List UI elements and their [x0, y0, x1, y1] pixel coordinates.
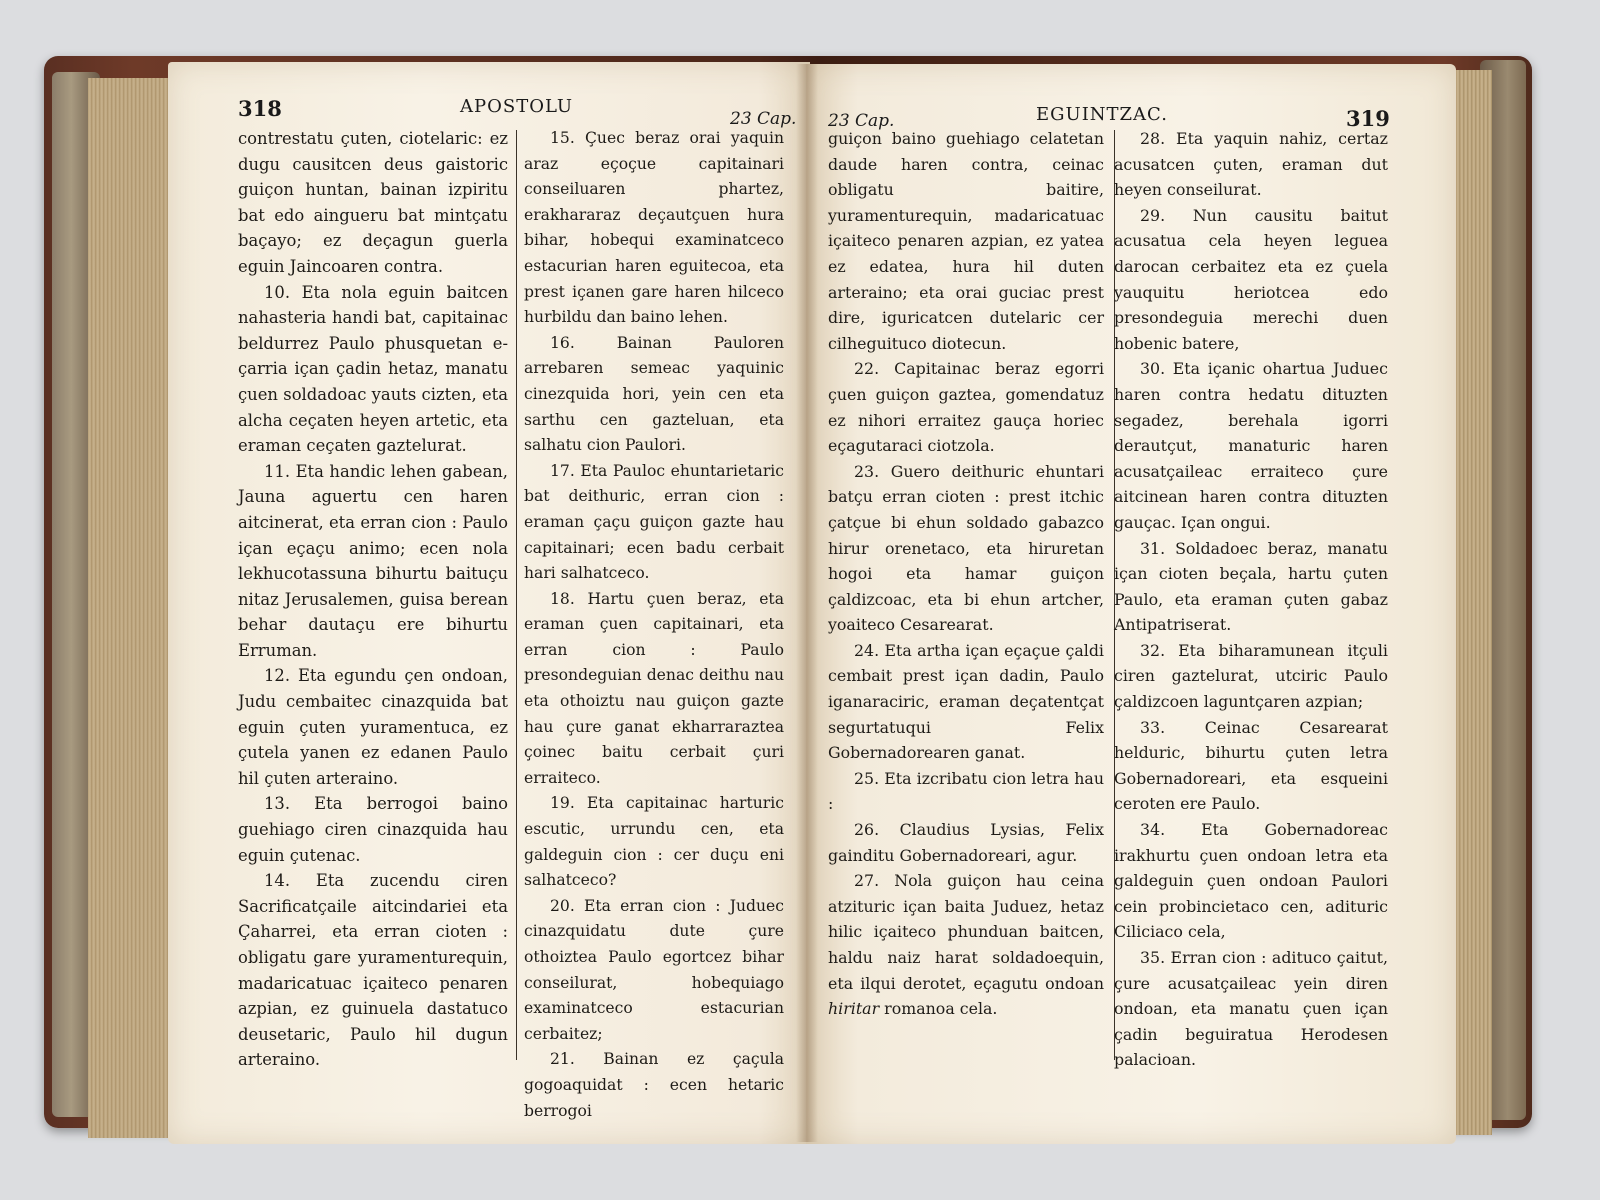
verse-paragraph: 12. Eta egundu çen ondoan, Judu cembaitec cinazquida bat eguin çuten yuramentuca, ez çutela yanen ez edanen Paulo hil çuten arteraino.	[238, 666, 508, 788]
verse-paragraph: 22. Capitainac beraz egorri çuen guiçon gaztea, gomendatuz ez nihori erraitez gauça horiec eçagutaraci ciotzola.	[828, 359, 1104, 456]
left-chapter-ref: 23 Cap.	[730, 109, 797, 129]
verse-paragraph: 17. Eta Pauloc ehuntarietaric bat deithuric, erran cion : eraman çaçu guiçon gazte hau capitainari; ecen badu cerbait hari salhatceco.	[524, 461, 784, 583]
left-running-title: APOSTOLU	[460, 96, 574, 117]
verse-paragraph: 28. Eta yaquin nahiz, certaz acusatcen çuten, eraman dut heyen conseilurat.	[1114, 129, 1388, 200]
verse-paragraph: guiçon baino guehiago celatetan daude haren contra, ceinac obligatu baitire, yuramenturequin, madaricatuac içaiteco penaren azpian, ez yatea ez edatea, hura hil duten arteraino; eta orai guciac prest dire, iguricatcen dutelaric cer cilheguituco diotecun.	[828, 129, 1104, 353]
left-page-column-2	[524, 126, 784, 1124]
verse-paragraph: 23. Guero deithuric ehuntari batçu erran cioten : prest itchic çatçue bi ehun soldado gabazco hirur orenetaco, eta hiruretan hogoi eta hamar guiçon çaldizcoac, eta bi ehun artcher, yoaiteco Cesarearat.	[828, 461, 1104, 635]
verse-paragraph: 19. Eta capitainac harturic escutic, urrundu cen, eta galdeguin cion : cer duçu eni salhatceco?	[524, 794, 784, 890]
verse-paragraph: contrestatu çuten, ciotelaric: ez dugu causitcen deus gaistoric guiçon huntan, bainan izpiritu bat edo aingueru bat mintçatu baçayo; ez deçagun guerla eguin Jaincoaren contra.	[238, 129, 508, 276]
verse-paragraph: 16. Bainan Pauloren arrebaren semeac yaquinic cinezquida hori, yein cen eta sarthu cen gazteluan, eta salhatu cion Paulori.	[524, 333, 784, 455]
verse-paragraph: 27. Nola guiçon hau ceina atzituric içan baita Juduez, hetaz hilic içaiteco phunduan baitcen, haldu naiz harat soldadoequin, eta ilqui derotet, eçagutu ondoan hiritar romanoa cela.	[828, 871, 1104, 1019]
verse-paragraph: 11. Eta handic lehen gabean, Jauna aguertu cen haren aitcinerat, eta erran cion : Paulo içan eçaçu animo; ecen nola lekhucotassuna bihurtu baituçu nitaz Jerusalemen, guisa berean behar dautaçu ere bihurtu Erruman.	[238, 461, 508, 660]
verse-paragraph: 21. Bainan ez çaçula gogoaquidat : ecen hetaric berrogoi	[524, 1050, 784, 1120]
verse-paragraph: 25. Eta izcribatu cion letra hau :	[828, 768, 1104, 814]
verse-paragraph: 31. Soldadoec beraz, manatu içan cioten beçala, hartu çuten Paulo, eta eraman çuten gabaz Antipatriserat.	[1114, 538, 1388, 635]
right-page-number: 319	[1346, 106, 1390, 131]
verse-paragraph: 29. Nun causitu baitut acusatua cela heyen leguea darocan cerbaitez eta ez çuela yauquitu heriotcea edo presondeguia merechi duen hobenic batere,	[1114, 205, 1388, 353]
verse-paragraph: 26. Claudius Lysias, Felix gainditu Gobernadoreari, agur.	[828, 820, 1104, 865]
left-page-number: 318	[238, 96, 282, 121]
book-gutter	[796, 64, 818, 1142]
right-chapter-ref: 23 Cap.	[828, 111, 895, 131]
verse-paragraph: 15. Çuec beraz orai yaquin araz eçoçue capitainari conseiluaren phartez, erakhararaz deçautçuen hura bihar, hobequi examinatceco estacurian haren eguitecoa, eta prest içanen gare haren hilceco hurbildu dan baino lehen.	[524, 129, 784, 327]
verse-paragraph: 30. Eta içanic ohartua Juduec haren contra hedatu dituzten segadez, berehala igorri derautçut, manaturic haren acusatçaileac erraiteco çure aitcinean haren contra dituzten gauçac. Içan ongui.	[1114, 359, 1388, 532]
verse-paragraph: 10. Eta nola eguin baitcen nahasteria handi bat, capitainac beldurrez Paulo phusquetan e-çarria içan çadin hetaz, manatu çuen soldadoac yauts cizten, eta alcha ceçaten heyen artetic, eta eraman ceçaten gaztelurat.	[238, 282, 508, 456]
left-column-rule	[516, 130, 517, 1060]
left-page-column-1	[238, 126, 508, 1073]
right-page-column-1	[828, 126, 1104, 1022]
verse-paragraph: 20. Eta erran cion : Juduec cinazquidatu dute çure othoiztea Paulo egortcez bihar conseilurat, hobequiago examinatceco estacurian cerbaitez;	[524, 896, 784, 1043]
verse-paragraph: 24. Eta artha içan eçaçue çaldi cembait prest içan dadin, Paulo iganaraciric, eraman deçatentçat segurtatuqui Felix Gobernadorearen ganat.	[828, 640, 1104, 763]
verse-paragraph: 32. Eta biharamunean itçuli ciren gaztelurat, utciric Paulo çaldizcoen laguntçaren azpian;	[1114, 640, 1388, 712]
right-running-title: EGUINTZAC.	[1036, 104, 1168, 125]
verse-paragraph: 34. Eta Gobernadoreac irakhurtu çuen ondoan letra eta galdeguin çuen ondoan Paulori cein probincietaco cen, adituric Ciliciaco cela,	[1114, 820, 1388, 942]
verse-paragraph: 33. Ceinac Cesarearat helduric, bihurtu çuten letra Gobernadoreari, eta esqueini ceroten ere Paulo.	[1114, 717, 1388, 814]
verse-paragraph: 35. Erran cion : adituco çaitut, çure acusatçaileac yein diren ondoan, eta manatu çuen içan çadin beguiratua Herodesen palacioan.	[1114, 948, 1388, 1070]
right-page-column-2	[1114, 126, 1388, 1073]
verse-paragraph: 13. Eta berrogoi baino guehiago ciren cinazquida hau eguin çutenac.	[238, 794, 508, 865]
verse-paragraph: 14. Eta zucendu ciren Sacrificatçaile aitcindariei eta Çaharrei, eta erran cioten : obligatu gare yuramenturequin, madaricatuac içaiteco penaren azpian, ez guinuela dastatuco deusetaric, Paulo hil dugun arteraino.	[238, 871, 508, 1070]
verse-paragraph: 18. Hartu çuen beraz, eta eraman çuen capitainari, eta erran cion : Paulo presondeguian denac deithu nau eta othoiztu nau guiçon gazte hau çure ganat ekharraraztea çoinec baitu cerbait çuri erraiteco.	[524, 589, 784, 787]
